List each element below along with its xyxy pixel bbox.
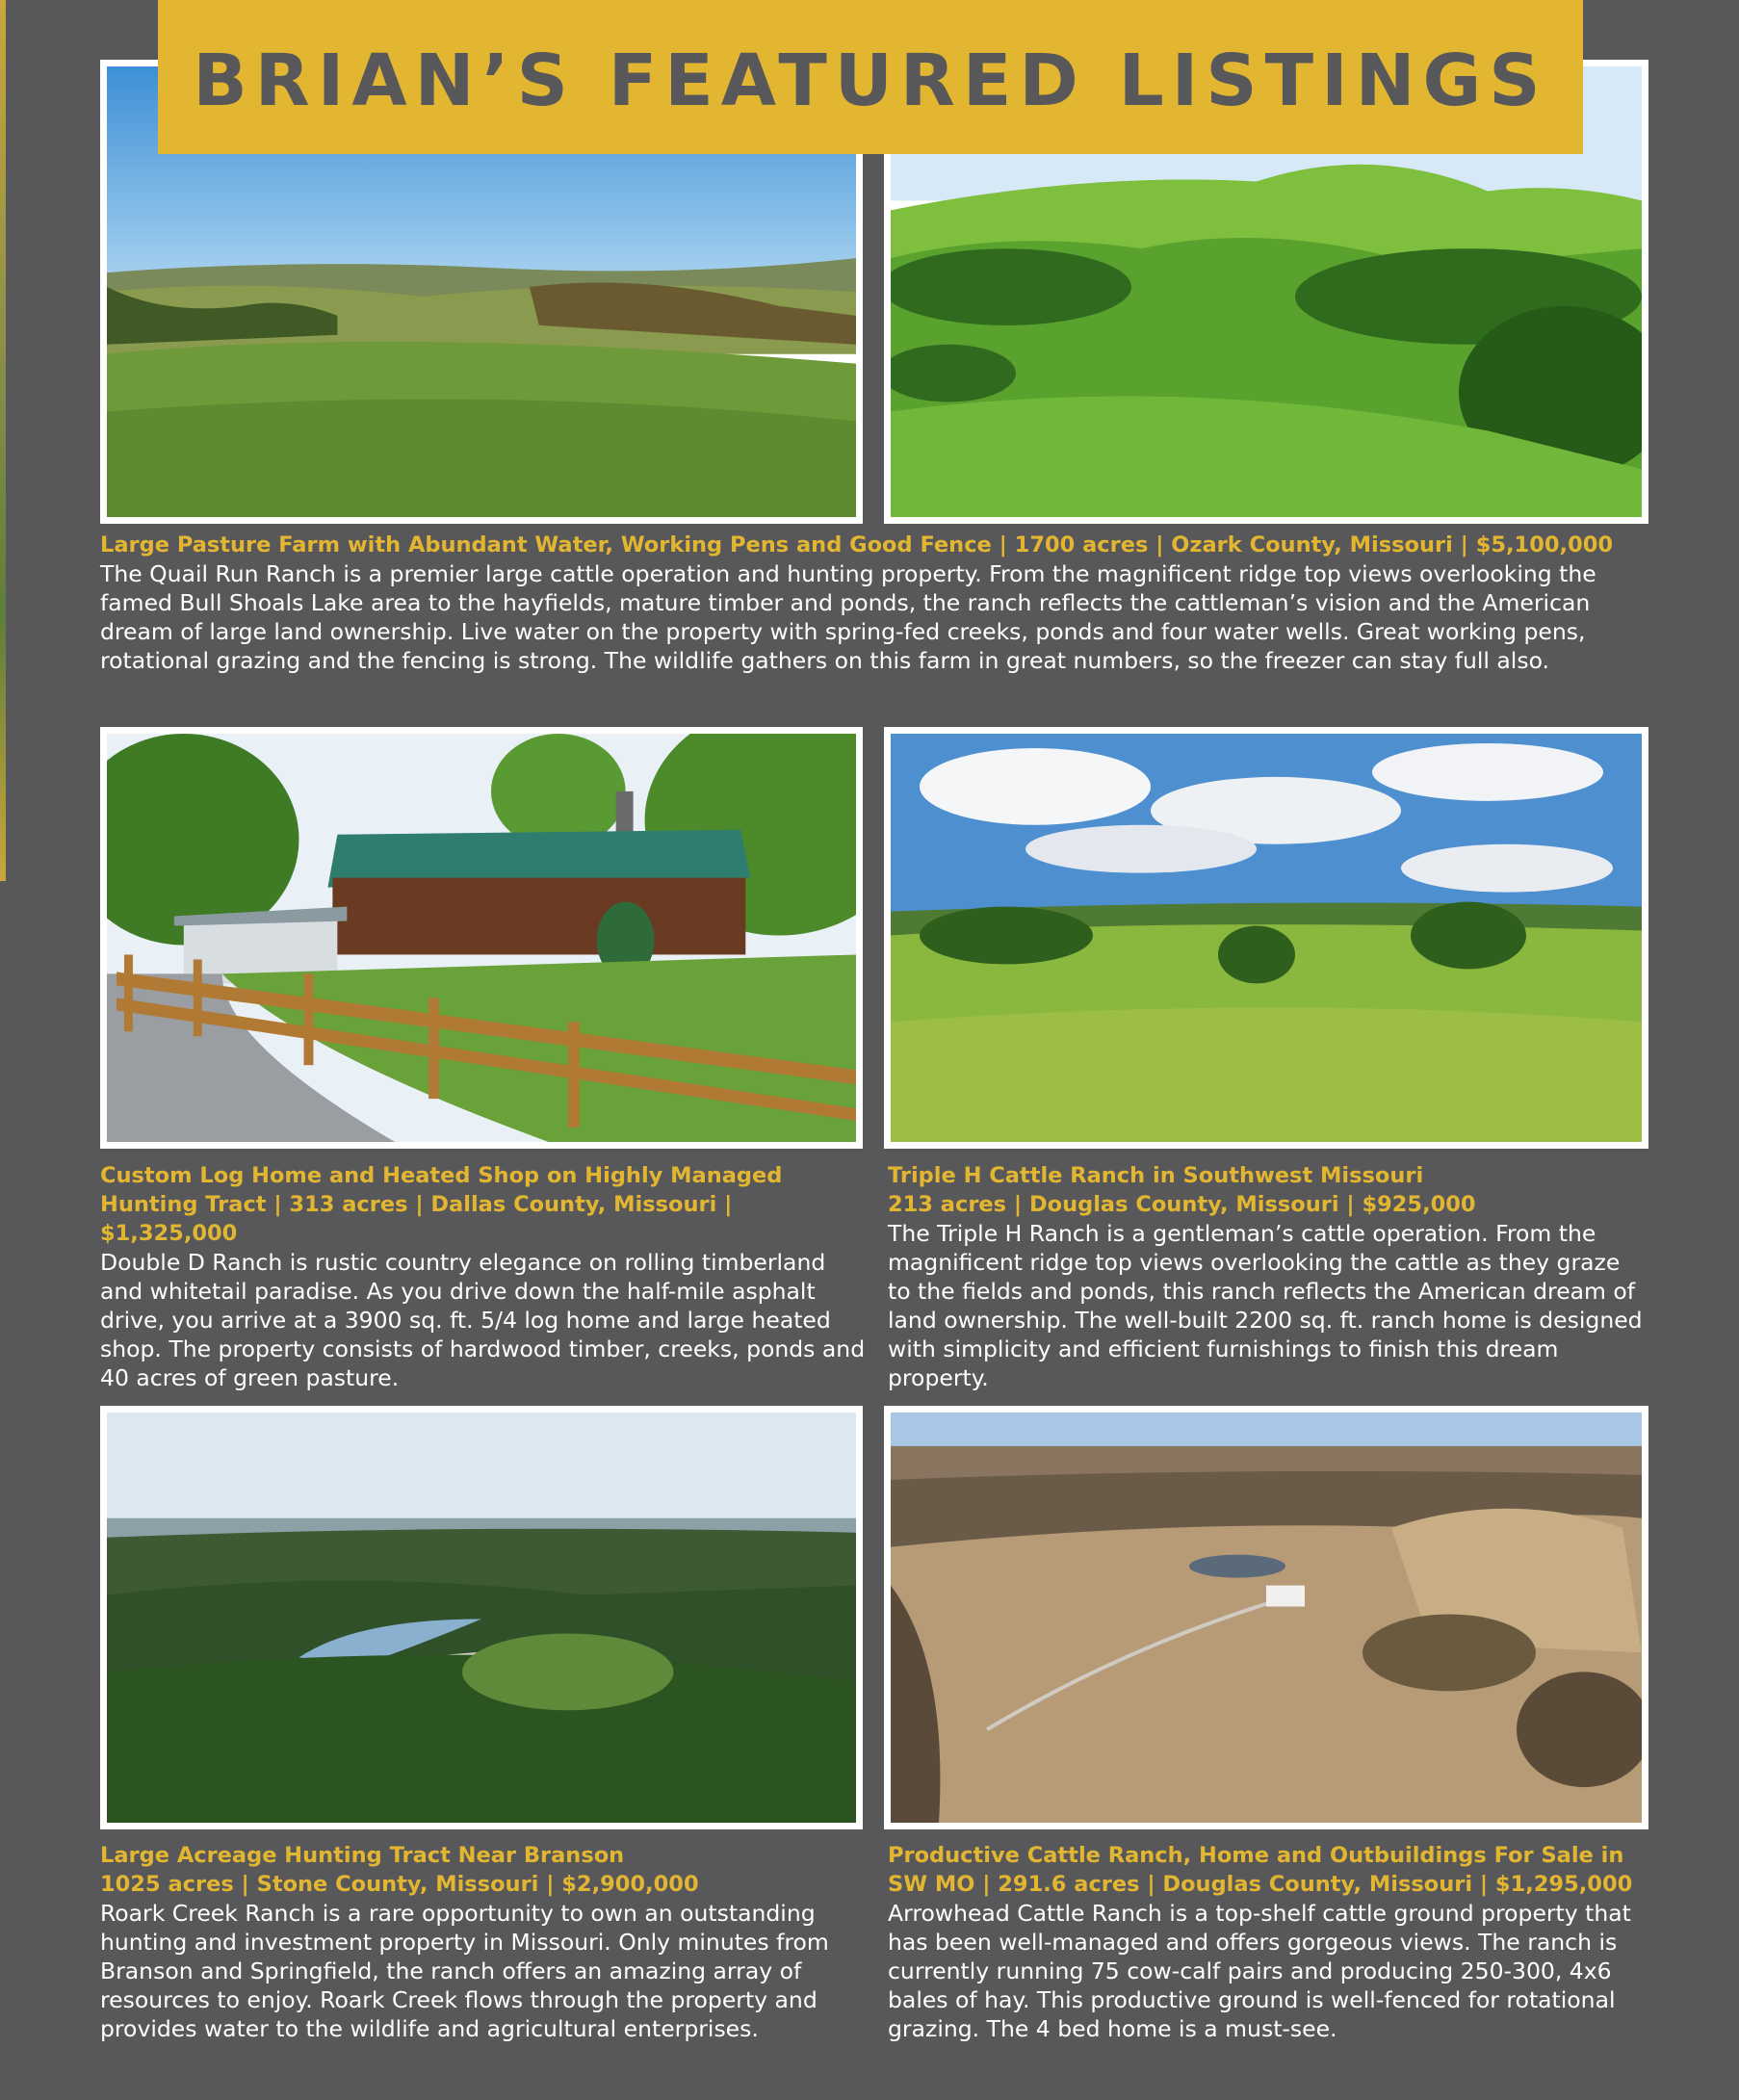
listing-photo-branson-aerial bbox=[100, 1406, 863, 1829]
listing-2-heading-line-1: Custom Log Home and Heated Shop on Highly Managed bbox=[100, 1163, 783, 1188]
listing-2-heading-line-2: Hunting Tract | 313 acres | Dallas County, Missouri | $1,325,000 bbox=[100, 1192, 733, 1246]
listing-4-heading-line-1: Large Acreage Hunting Tract Near Branson bbox=[100, 1843, 625, 1868]
listing-5-text bbox=[888, 1841, 1653, 2043]
listing-3-heading bbox=[888, 1161, 1644, 1219]
listing-3-heading-line-2: 213 acres | Douglas County, Missouri | $925,000 bbox=[888, 1192, 1476, 1217]
listing-3-heading-line-1: Triple H Cattle Ranch in Southwest Missouri bbox=[888, 1163, 1424, 1188]
listing-2-text bbox=[100, 1161, 870, 1392]
listing-photo-triple-h bbox=[884, 727, 1648, 1149]
listing-1-description: The Quail Run Ranch is a premier large cattle operation and hunting property. From the magnificent ridge top views overlooking the famed Bull Shoals Lake area to the hayfields, mature timber and ponds, the ranch reflects the cattleman’s vision and the American dream of large land ownership. Live water on the property with spring-fed creeks, ponds and four water wells. Great working pens, rotational grazing and the fencing is strong. The wildlife gathers on this farm in great numbers, so the freezer can stay full also. bbox=[100, 560, 1596, 674]
listing-photo-arrowhead-aerial bbox=[884, 1406, 1648, 1829]
listing-photo-log-home bbox=[100, 727, 863, 1149]
listing-4-text bbox=[100, 1841, 870, 2043]
listing-1-heading bbox=[100, 531, 1641, 559]
listing-5-heading-line-1: Productive Cattle Ranch, Home and Outbuildings For Sale in bbox=[888, 1843, 1624, 1868]
listing-4-heading-line-2: 1025 acres | Stone County, Missouri | $2,900,000 bbox=[100, 1872, 699, 1897]
listing-3-description: The Triple H Ranch is a gentleman’s cattle operation. From the magnificent ridge top views overlooking the cattle as they graze to the fields and ponds, this ranch reflects the American dream of land ownership. The well-built 2200 sq. ft. ranch home is designed with simplicity and efficient furnishings to finish this dream property. bbox=[888, 1220, 1643, 1391]
listing-4-description: Roark Creek Ranch is a rare opportunity to own an outstanding hunting and investment property in Missouri. Only minutes from Branson and Springfield, the ranch offers an amazing array of resources to enjoy. Roark Creek flows through the property and provides water to the wildlife and agricultural enterprises. bbox=[100, 1900, 829, 2042]
listing-5-description: Arrowhead Cattle Ranch is a top-shelf cattle ground property that has been well-managed and offers gorgeous views. The ranch is currently running 75 cow-calf pairs and producing 250-300, 4x6 bales of hay. This productive ground is well-fenced for rotational grazing. The 4 bed home is a must-see. bbox=[888, 1900, 1631, 2042]
listing-5-heading bbox=[888, 1841, 1653, 1899]
listing-5-heading-line-2: SW MO | 291.6 acres | Douglas County, Missouri | $1,295,000 bbox=[888, 1872, 1633, 1897]
left-edge-strip bbox=[0, 0, 6, 881]
listing-3-text bbox=[888, 1161, 1644, 1392]
listing-1-heading-line: Large Pasture Farm with Abundant Water, Working Pens and Good Fence | 1700 acres | Ozark County, Missouri | $5,100,000 bbox=[100, 532, 1614, 557]
header-banner bbox=[158, 0, 1583, 154]
listing-4-heading bbox=[100, 1841, 870, 1899]
listing-2-heading bbox=[100, 1161, 870, 1248]
listing-2-description: Double D Ranch is rustic country elegance on rolling timberland and whitetail paradise. As you drive down the half-mile asphalt drive, you arrive at a 3900 sq. ft. 5/4 log home and large heated shop. The property consists of hardwood timber, creeks, ponds and 40 acres of green pasture. bbox=[100, 1249, 866, 1391]
page-title: BRIAN’S FEATURED LISTINGS bbox=[193, 39, 1548, 122]
listing-1-text bbox=[100, 531, 1641, 675]
